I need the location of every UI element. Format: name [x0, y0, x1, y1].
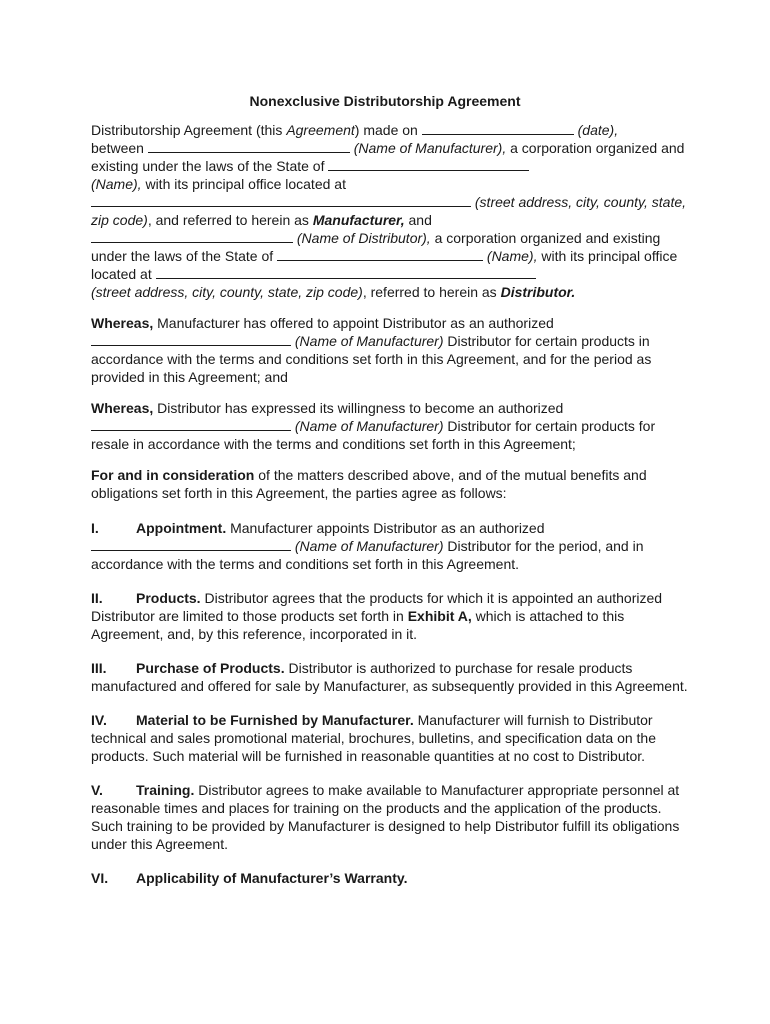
intro-text: a corporation organized and existing under the laws of the State of [91, 230, 661, 264]
date-hint: (date), [573, 122, 619, 138]
whereas-lead: Whereas, [91, 400, 154, 416]
manufacturer-name-hint: (Name of Manufacturer) [291, 333, 444, 349]
distributor-state-hint: (Name), [483, 248, 538, 264]
section-appointment [91, 519, 691, 573]
section-warranty [91, 869, 691, 887]
section-products [91, 589, 691, 643]
distributor-address-hint: (street address, city, county, state, zip code) [91, 284, 363, 300]
manufacturer-address-hint: (street address, city, county, state, zip code) [91, 194, 687, 228]
section-text: Distributor for the period, and in accordance with the terms and conditions set forth in this Agreement. [91, 538, 644, 572]
intro-text: with its principal office located at [91, 248, 678, 282]
whereas-lead: Whereas, [91, 315, 154, 331]
section-heading: Purchase of Products. [136, 660, 285, 676]
section-training [91, 781, 691, 853]
section-number: IV. [91, 712, 107, 728]
section-heading: Material to be Furnished by Manufacturer. [136, 712, 414, 728]
section-text: Distributor agrees to make available to Manufacturer appropriate personnel at reasonable times and places for training on the products and the application of the products. Such training to be provided by Manufacturer is designed to help Distributor fulfill its obligations under this Agreement. [91, 782, 680, 852]
intro-paragraph [91, 121, 691, 301]
consideration-lead: For and in consideration [91, 467, 255, 483]
manufacturer-name-hint: (Name of Manufacturer) [291, 538, 444, 554]
section-text: Manufacturer appoints Distributor as an authorized [226, 520, 545, 536]
whereas2-manufacturer-blank[interactable] [91, 417, 291, 431]
section-number: III. [91, 660, 107, 676]
distributor-defined-term: Distributor. [500, 284, 576, 300]
manufacturer-state-blank[interactable] [328, 157, 529, 171]
whereas-text: Distributor for certain products for resale in accordance with the terms and conditions set forth in this Agreement; [91, 418, 656, 452]
section-heading: Products. [136, 590, 201, 606]
distributor-name-blank[interactable] [91, 229, 293, 243]
section-heading: Appointment. [136, 520, 227, 536]
document-page [91, 92, 691, 903]
whereas-paragraph-2 [91, 399, 691, 453]
whereas-paragraph-1 [91, 314, 691, 386]
manufacturer-name-hint: (Name of Manufacturer) [291, 418, 444, 434]
section-purchase-of-products [91, 659, 691, 695]
section-number: VI. [91, 870, 109, 886]
appointment-manufacturer-blank[interactable] [91, 537, 291, 551]
distributor-name-hint: (Name of Distributor), [293, 230, 431, 246]
intro-text: , referred to herein as [362, 284, 501, 300]
exhibit-reference: Exhibit A, [407, 608, 472, 624]
section-heading: Applicability of Manufacturer’s Warranty. [136, 870, 408, 886]
consideration-text: of the matters described above, and of the mutual benefits and obligations set forth in this Agreement, the parties agree as follows: [91, 467, 647, 501]
section-text: Manufacturer will furnish to Distributor technical and sales promotional material, brochures, bulletins, and specification data on the products. Such material will be furnished in reasonable quantities at no cost to Distributor. [91, 712, 656, 764]
manufacturer-address-blank[interactable] [91, 193, 471, 207]
intro-text: ) made on [354, 122, 422, 138]
manufacturer-defined-term: Manufacturer, [312, 212, 405, 228]
section-number: I. [91, 520, 99, 536]
whereas1-manufacturer-blank[interactable] [91, 332, 291, 346]
intro-text: a corporation organized and existing under the laws of the State of [91, 140, 685, 174]
manufacturer-name-hint: (Name of Manufacturer), [349, 140, 507, 156]
section-text: which is attached to this Agreement, and, by this reference, incorporated in it. [91, 608, 625, 642]
whereas-text: Distributor for certain products in accordance with the terms and conditions set forth in this Agreement, and for the period as provided in this Agreement; and [91, 333, 652, 385]
section-text: Distributor agrees that the products for which it is appointed an authorized Distributor are limited to those products set forth in [91, 590, 663, 624]
intro-agreement-term: Agreement [286, 122, 355, 138]
intro-text: Distributorship Agreement (this [91, 122, 287, 138]
distributor-address-blank[interactable] [156, 265, 536, 279]
date-blank[interactable] [422, 121, 574, 135]
intro-text: , and referred to herein as [147, 212, 313, 228]
section-number: II. [91, 590, 103, 606]
manufacturer-name-blank[interactable] [148, 139, 350, 153]
section-heading: Training. [136, 782, 195, 798]
intro-text: and [404, 212, 432, 228]
manufacturer-state-hint: (Name), [91, 176, 142, 192]
section-text: Distributor is authorized to purchase for resale products manufactured and offered for sale by Manufacturer, as subsequently provided in this Agreement. [91, 660, 688, 694]
whereas-text: Manufacturer has offered to appoint Distributor as an authorized [153, 315, 554, 331]
document-title: Nonexclusive Distributorship Agreement [249, 93, 521, 109]
intro-text: between [91, 140, 148, 156]
section-number: V. [91, 782, 103, 798]
distributor-state-blank[interactable] [277, 247, 483, 261]
consideration-paragraph [91, 466, 691, 502]
intro-text: with its principal office located at [141, 176, 346, 192]
whereas-text: Distributor has expressed its willingness to become an authorized [153, 400, 564, 416]
section-material [91, 711, 691, 765]
